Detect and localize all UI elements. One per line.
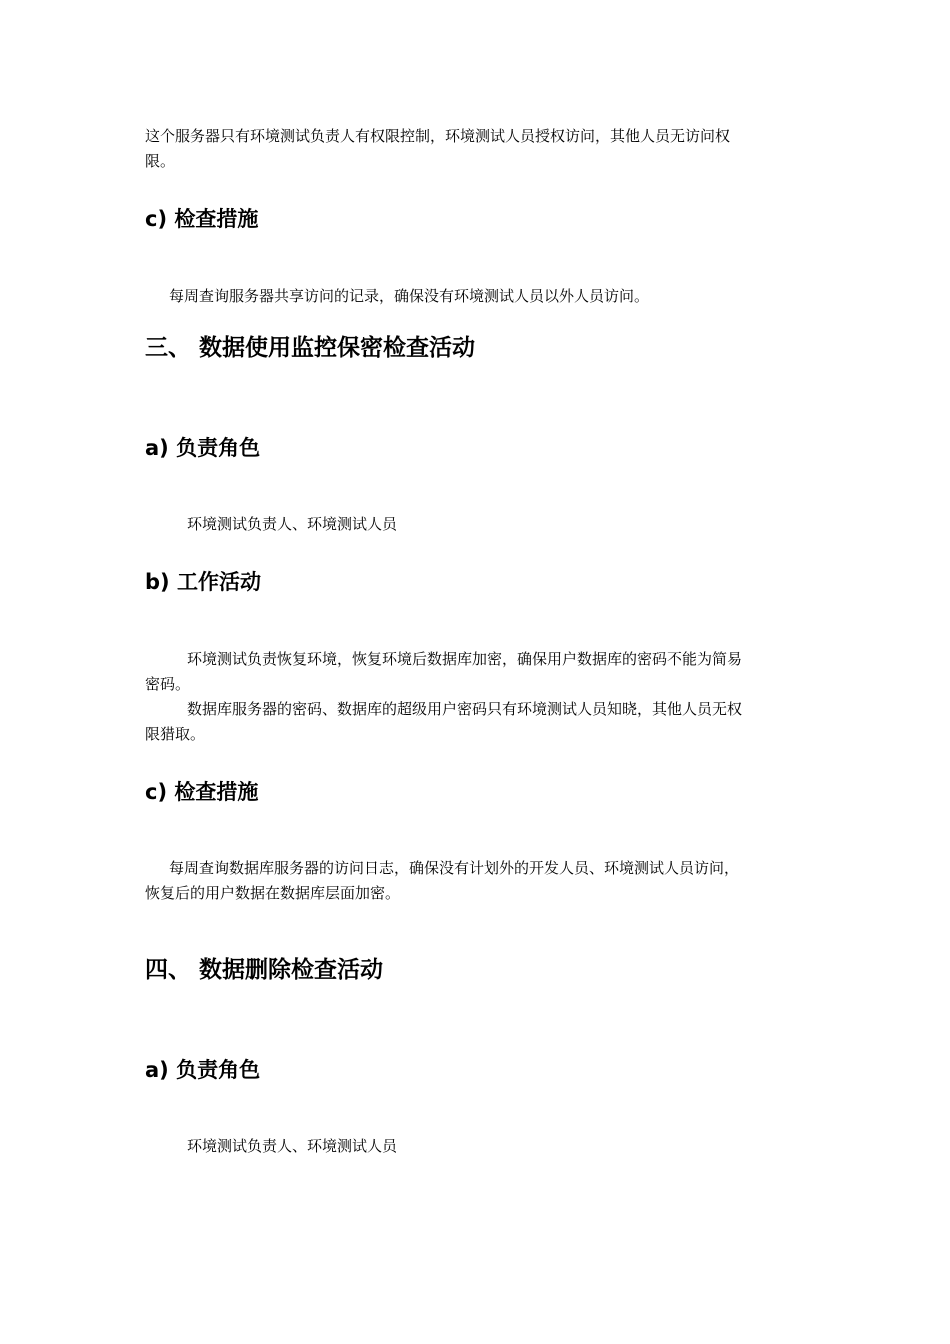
subheading-work-activities: b) 工作活动: [145, 570, 261, 594]
text-line: 密码。: [145, 675, 191, 693]
text-line: 限猎取。: [145, 725, 206, 743]
subheading-check-measures: c) 检查措施: [145, 207, 259, 231]
paragraph-check-measures: 每周查询服务器共享访问的记录，确保没有环境测试人员以外人员访问。: [169, 287, 650, 305]
text-line: 环境测试负责恢复环境，恢复环境后数据库加密，确保用户数据库的密码不能为简易: [187, 650, 743, 668]
paragraph-server-access: [145, 124, 810, 174]
text-line: 这个服务器只有环境测试负责人有权限控制，环境测试人员授权访问，其他人员无访问权: [145, 127, 731, 145]
paragraph-roles: 环境测试负责人、环境测试人员: [187, 1137, 398, 1155]
subheading-check-measures: c) 检查措施: [145, 780, 259, 804]
text-line: 数据库服务器的密码、数据库的超级用户密码只有环境测试人员知晓，其他人员无权: [187, 700, 743, 718]
text-line: 每周查询数据库服务器的访问日志，确保没有计划外的开发人员、环境测试人员访问，: [169, 859, 740, 877]
text-line: 恢复后的用户数据在数据库层面加密。: [145, 884, 401, 902]
paragraph-roles: 环境测试负责人、环境测试人员: [187, 515, 398, 533]
section-heading-data-usage: 三、 数据使用监控保密检查活动: [145, 335, 476, 361]
section-heading-data-deletion: 四、 数据删除检查活动: [145, 957, 384, 983]
paragraph-db-check-measures: [145, 856, 810, 906]
text-line: 限。: [145, 152, 176, 170]
subheading-responsible-roles: a) 负责角色: [145, 1058, 261, 1082]
subheading-responsible-roles: a) 负责角色: [145, 436, 261, 460]
paragraph-work-activities: [145, 647, 810, 747]
